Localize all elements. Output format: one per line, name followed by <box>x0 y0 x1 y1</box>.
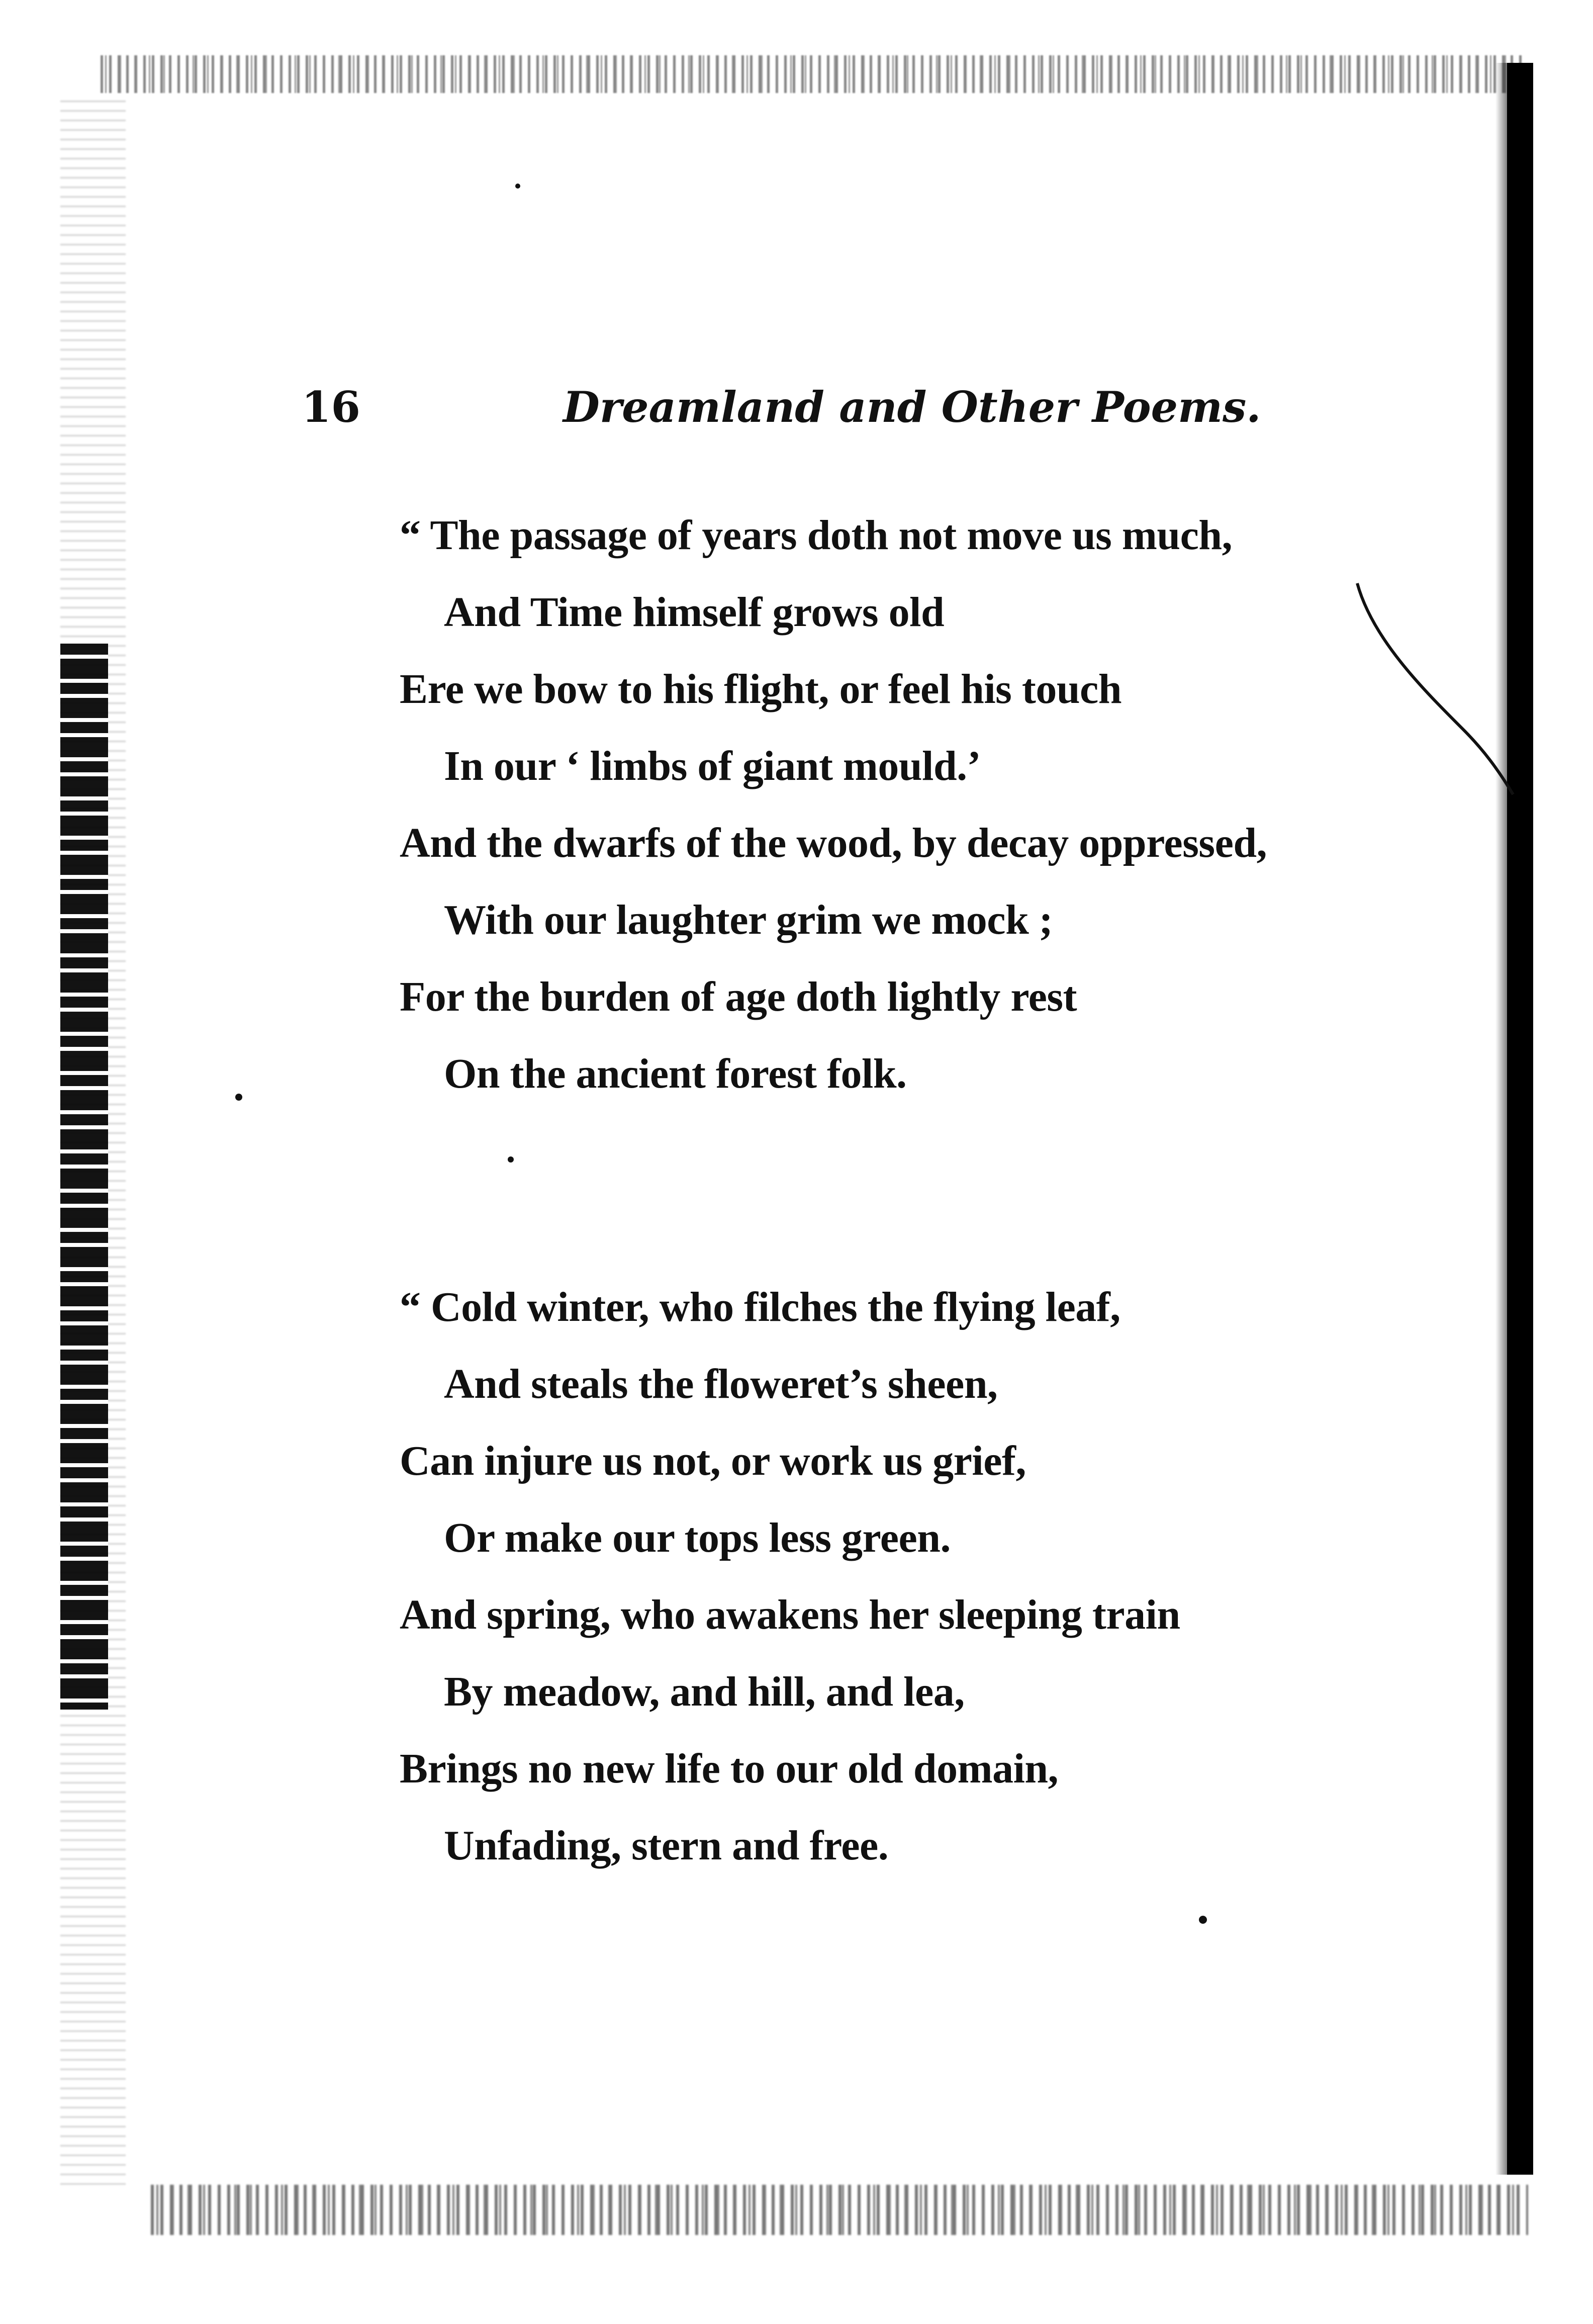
running-head <box>302 380 1261 435</box>
verse-line: With our laughter grim we mock ; <box>444 897 1053 943</box>
verse-line: Brings no new life to our old domain, <box>400 1745 1059 1792</box>
verse-line: For the burden of age doth lightly rest <box>400 973 1077 1020</box>
verse-line: And spring, who awakens her sleeping train <box>400 1591 1180 1638</box>
verse-line: “ The passage of years doth not move us much, <box>400 512 1233 559</box>
stanza-1 <box>400 508 1330 1123</box>
page-number: 16 <box>302 382 360 432</box>
verse-line: On the ancient forest folk. <box>444 1050 907 1097</box>
verse-line: By meadow, and hill, and lea, <box>444 1668 965 1715</box>
scan-noise-top <box>101 55 1523 93</box>
verse-line: And Time himself grows old <box>444 589 945 636</box>
verse-line: Unfading, stern and free. <box>444 1822 889 1869</box>
speck <box>515 184 520 189</box>
verse-line: In our ‘ limbs of giant mould.’ <box>444 743 981 789</box>
book-spine-edge <box>1507 63 1533 2175</box>
speck <box>235 1094 242 1101</box>
verse-line: And steals the floweret’s sheen, <box>444 1361 998 1407</box>
verse-line: Can injure us not, or work us grief, <box>400 1438 1026 1484</box>
scan-barcode-edge <box>60 644 108 1710</box>
verse-line: Or make our tops less green. <box>444 1514 951 1561</box>
scan-noise-bottom <box>151 2185 1528 2235</box>
pencil-mark <box>1352 578 1518 799</box>
verse-line: “ Cold winter, who filches the flying leaf, <box>400 1284 1120 1330</box>
verse-line: Ere we bow to his flight, or feel his touch <box>400 666 1122 712</box>
book-title: Dreamland and Other Poems. <box>563 382 1261 432</box>
speck <box>1199 1916 1207 1924</box>
stanza-2 <box>400 1280 1330 1895</box>
speck <box>508 1156 514 1163</box>
verse-line: And the dwarfs of the wood, by decay oppressed, <box>400 820 1267 866</box>
